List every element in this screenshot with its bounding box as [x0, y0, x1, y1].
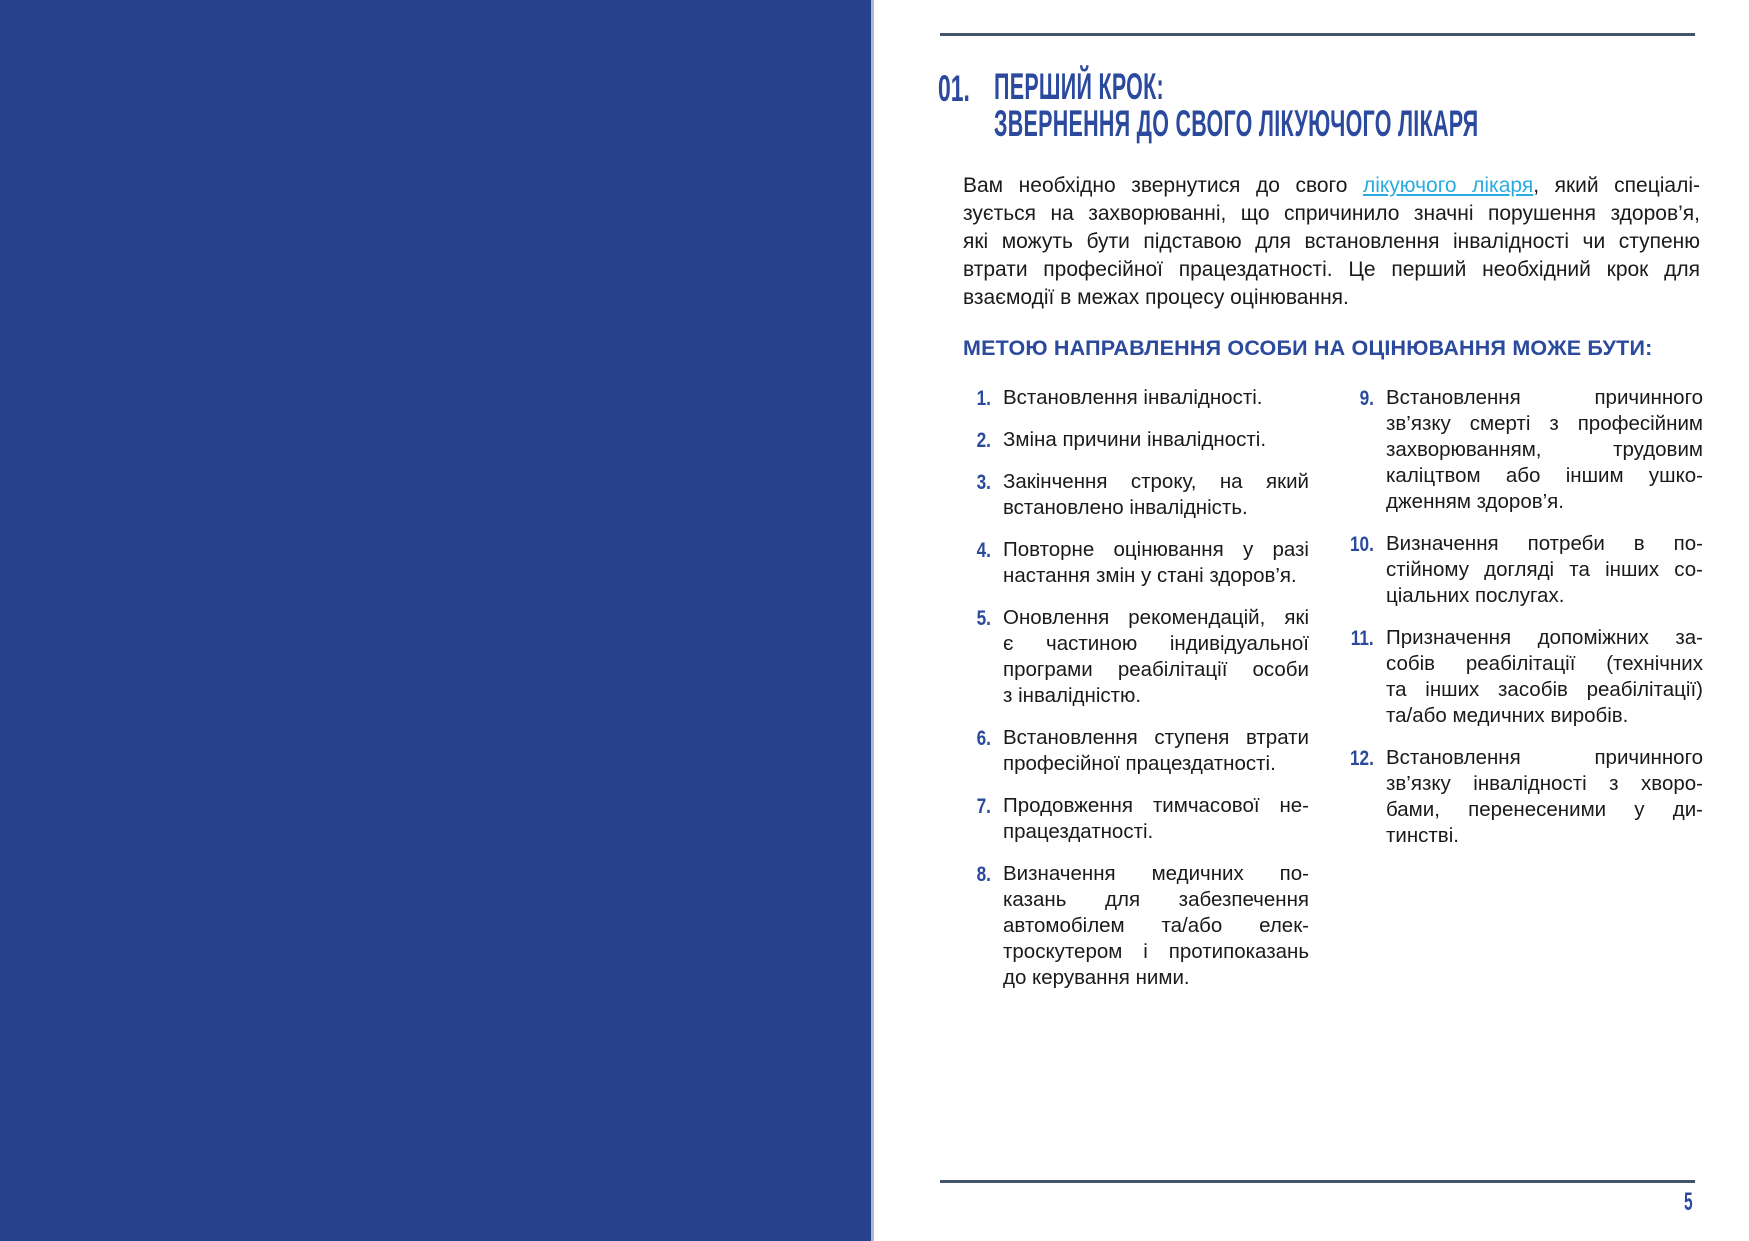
list-item-number: 3.	[976, 470, 991, 494]
list-column-right	[1340, 385, 1703, 1007]
intro-line: Вам необхідно звернутися до свого лікуючого лікаря, який спеціалі-	[963, 174, 1700, 197]
list-item-number: 4.	[976, 538, 991, 562]
list-item	[963, 427, 1309, 453]
purpose-list	[963, 385, 1703, 1007]
chapter-number: 01.	[938, 68, 970, 109]
list-item-number: 7.	[976, 794, 991, 818]
list-item	[963, 605, 1309, 709]
list-item-number: 10.	[1350, 532, 1374, 556]
chapter-title-line2: ЗВЕРНЕННЯ ДО СВОГО ЛІКУЮЧОГО ЛІКАРЯ	[994, 103, 1479, 144]
list-item-text: Встановлення причинного зв’язку смерті з професійним захворюванням, трудовим каліцтвом або іншим ушко- дженням здоров’я.	[1386, 386, 1703, 513]
list-item-number: 11.	[1351, 626, 1374, 650]
treating-doctor-link[interactable]: лікуючого лікаря	[1362, 174, 1534, 197]
list-item-text: Продовження тимчасової не- працездатності.	[1003, 794, 1309, 843]
intro-line: втрати професійної працездатності. Це перший необхідний крок для	[963, 258, 1700, 281]
top-rule	[940, 33, 1695, 36]
list-item-number: 6.	[976, 726, 991, 750]
list-item-number: 9.	[1359, 386, 1374, 410]
list-item	[963, 469, 1309, 521]
list-item	[1340, 625, 1703, 729]
sidebar-panel	[0, 0, 874, 1241]
list-item	[963, 385, 1309, 411]
bottom-rule	[940, 1180, 1695, 1183]
section-subheading: МЕТОЮ НАПРАВЛЕННЯ ОСОБИ НА ОЦІНЮВАННЯ МОЖЕ БУТИ:	[963, 336, 1653, 360]
list-item	[963, 793, 1309, 845]
list-item-number: 8.	[976, 862, 991, 886]
chapter-heading	[938, 68, 1749, 142]
intro-paragraph	[963, 172, 1700, 312]
page-number: 5	[1684, 1188, 1693, 1216]
list-item	[1340, 745, 1703, 849]
chapter-title	[994, 68, 1749, 142]
list-item	[1340, 531, 1703, 609]
list-item	[963, 861, 1309, 991]
list-item-text: Визначення медичних по- казань для забезпечення автомобілем та/або елек- троскутером і протипоказань до керування ними.	[1003, 862, 1309, 989]
list-item-text: Встановлення інвалідності.	[1003, 386, 1263, 409]
list-item	[963, 725, 1309, 777]
intro-line: зується на захворюванні, що спричинило значні порушення здоров’я,	[963, 202, 1700, 225]
list-item-text: Призначення допоміжних за- собів реабілітації (технічних та інших засобів реабілітації) та/або медичних виробів.	[1386, 626, 1703, 727]
list-item-text: Встановлення причинного зв’язку інвалідності з хворо- бами, перенесеними у ди- тинстві.	[1386, 746, 1703, 847]
list-item-number: 5.	[976, 606, 991, 630]
list-column-left	[963, 385, 1309, 1007]
list-item	[963, 537, 1309, 589]
intro-line: взаємодії в межах процесу оцінювання.	[963, 286, 1349, 309]
list-item-number: 12.	[1350, 746, 1374, 770]
list-item-text: Встановлення ступеня втрати професійної працездатності.	[1003, 726, 1309, 775]
list-item-text: Оновлення рекомендацій, які є частиною індивідуальної програми реабілітації особи з інвалідністю.	[1003, 606, 1309, 707]
list-item-text: Визначення потреби в по- стійному догляді та інших со- ціальних послугах.	[1386, 532, 1703, 607]
list-item-number: 1.	[976, 386, 991, 410]
list-item-text: Зміна причини інвалідності.	[1003, 428, 1267, 451]
list-item-number: 2.	[976, 428, 991, 452]
list-item-text: Повторне оцінювання у разі настання змін у стані здоров’я.	[1003, 538, 1309, 587]
list-item	[1340, 385, 1703, 515]
chapter-title-line1: ПЕРШИЙ КРОК:	[994, 66, 1164, 107]
list-item-text: Закінчення строку, на який встановлено інвалідність.	[1003, 470, 1309, 519]
intro-line: які можуть бути підставою для встановлення інвалідності чи ступеню	[963, 230, 1700, 253]
